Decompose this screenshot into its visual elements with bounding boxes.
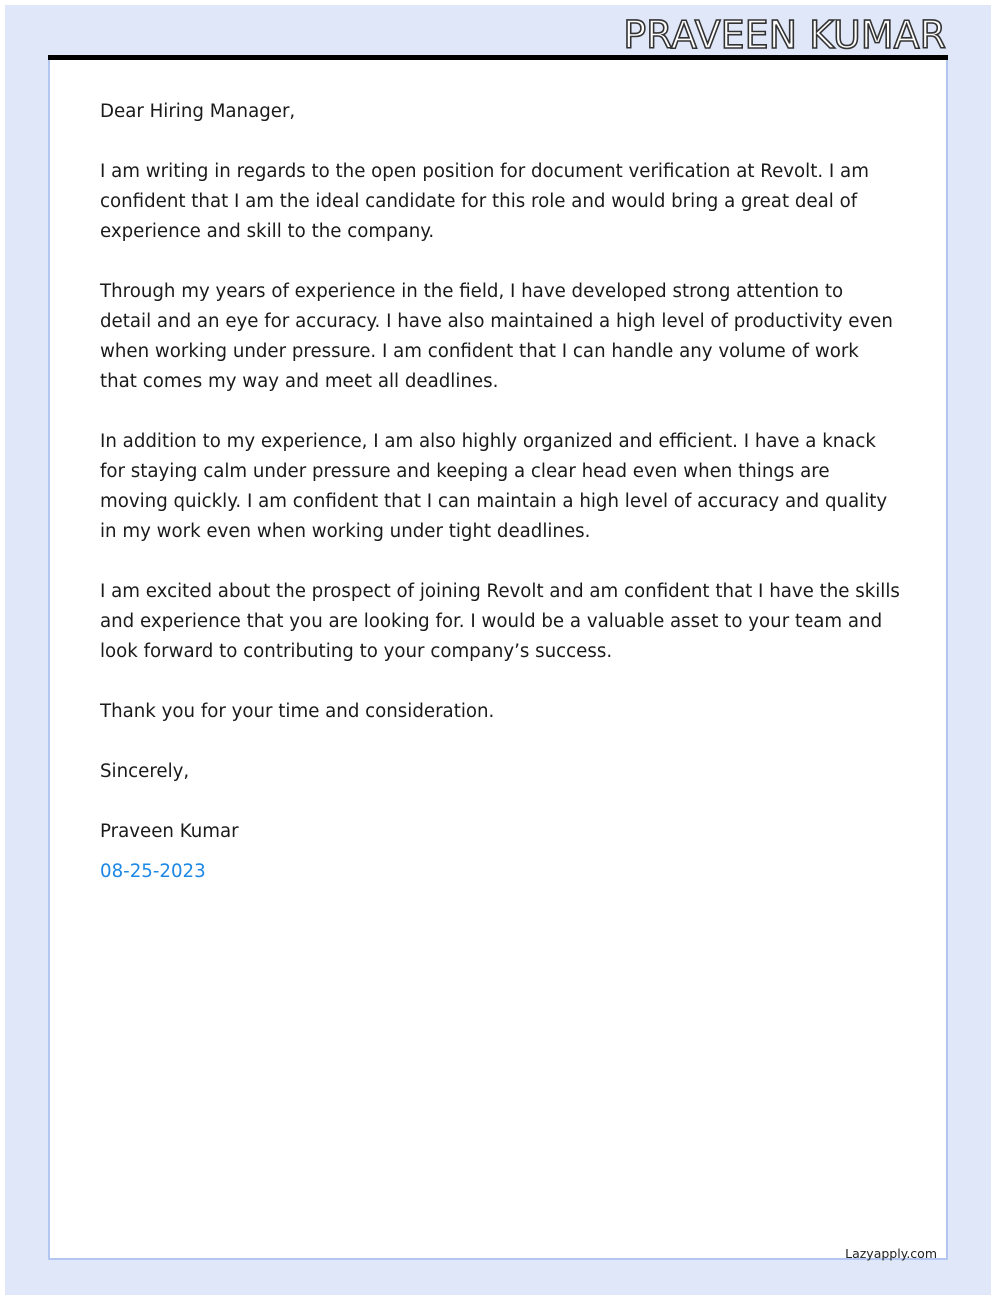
paragraph-organization: In addition to my experience, I am also highly organized and efficient. I have a knack for staying calm under pressure and keeping a clear head even when things are moving quickly. I am confident that I can maintain a high level of accuracy and quality in my work even when working under tight deadlines.: [100, 431, 888, 542]
letter-date: 08-25-2023: [100, 861, 206, 882]
footer-brand: Lazyapply.com: [845, 1246, 937, 1261]
paragraph-excitement: I am excited about the prospect of joining Revolt and am confident that I have the skills and experience that you are looking for. I would be a valuable asset to your team and look forward to contributing to your company’s success.: [100, 581, 900, 662]
paragraph-intro: I am writing in regards to the open position for document verification at Revolt. I am confident that I am the ideal candidate for this role and would bring a great deal of experience and skill to the company.: [100, 161, 869, 242]
salutation: Dear Hiring Manager,: [100, 101, 296, 122]
cover-letter-body: [100, 97, 900, 887]
closing: Sincerely,: [100, 761, 190, 782]
applicant-name-title: PRAVEEN KUMAR: [623, 13, 946, 57]
paragraph-thanks: Thank you for your time and consideration.: [100, 701, 495, 722]
paragraph-experience: Through my years of experience in the field, I have developed strong attention to detail and an eye for accuracy. I have also maintained a high level of productivity even when working under pressure. I am confident that I can handle any volume of work that comes my way and meet all deadlines.: [100, 281, 893, 392]
signature-name: Praveen Kumar: [100, 821, 239, 842]
